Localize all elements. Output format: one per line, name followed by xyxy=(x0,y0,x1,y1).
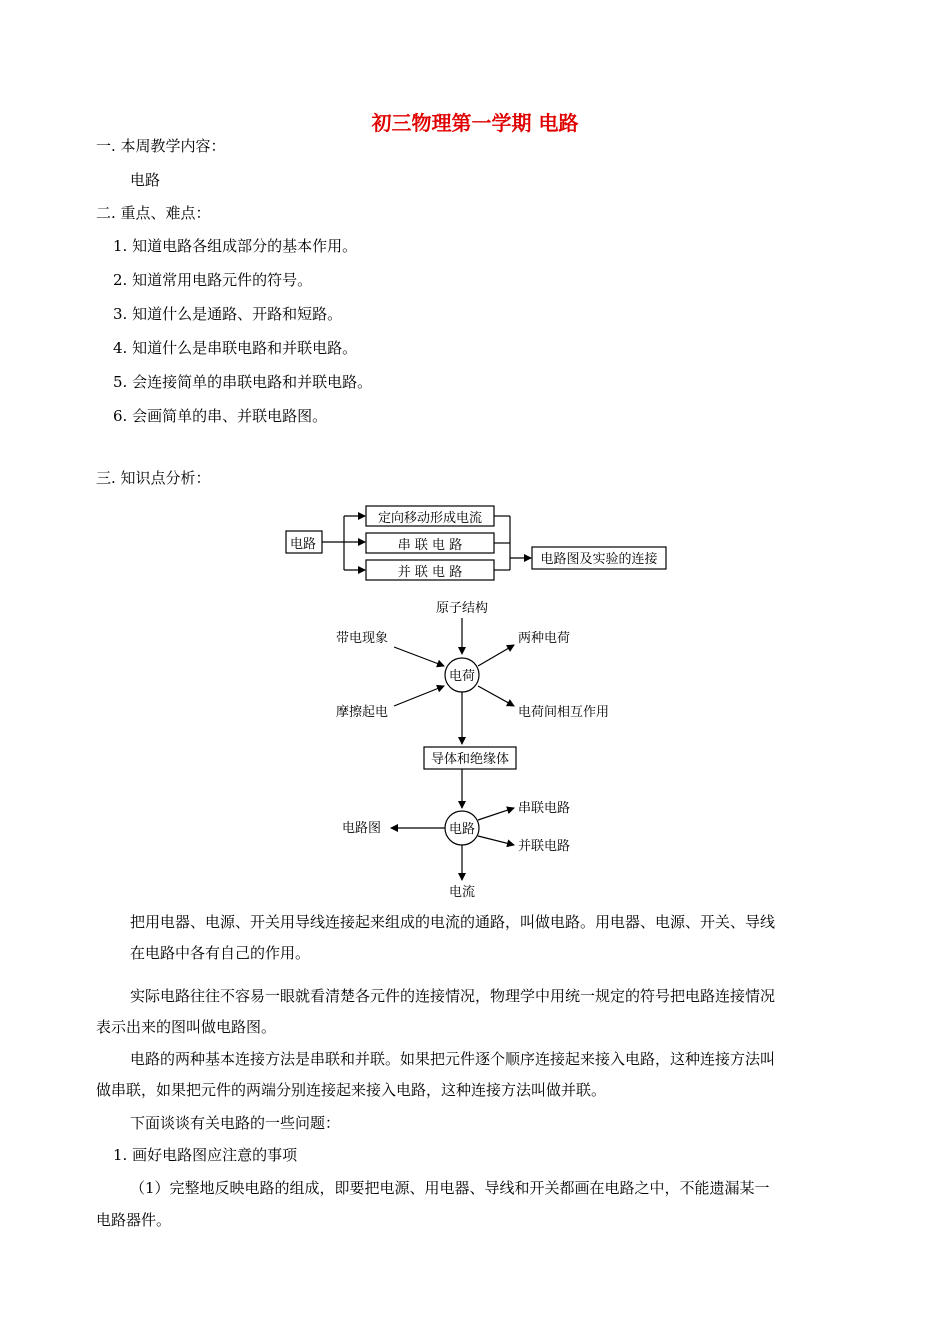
circuit-left-label: 电路图 xyxy=(342,821,382,836)
list-item: 5. 会连接简单的串联电路和并联电路。 xyxy=(113,373,373,391)
paragraph: （1）完整地反映电路的组成，即要把电源、用电器、导线和开关都画在电路之中，不能遗漏某一 xyxy=(130,1179,770,1197)
list-item: 4. 知道什么是串联电路和并联电路。 xyxy=(113,339,358,357)
diagram-branch-label: 定向移动形成电流 xyxy=(377,511,483,526)
circuit-below-label: 电流 xyxy=(448,885,476,900)
circuit-right-bottom-label: 并联电路 xyxy=(518,839,571,854)
section3-heading: 三. 知识点分析： xyxy=(96,469,211,487)
charge-left-top-label: 带电现象 xyxy=(336,631,389,646)
diagram-result-label: 电路图及实验的连接 xyxy=(540,552,658,567)
list-item: 6. 会画简单的串、并联电路图。 xyxy=(113,407,328,425)
circuit-right-top-label: 串联电路 xyxy=(518,801,571,816)
paragraph: 电路的两种基本连接方法是串联和并联。如果把元件逐个顺序连接起来接入电路，这种连接方法叫 xyxy=(130,1050,776,1068)
section1-heading: 一. 本周教学内容： xyxy=(96,137,226,155)
paragraph: 表示出来的图叫做电路图。 xyxy=(96,1018,277,1036)
charge-above-label: 原子结构 xyxy=(435,601,489,616)
diagram-root-label: 电路 xyxy=(290,537,317,552)
paragraph: 下面谈谈有关电路的一些问题： xyxy=(130,1114,341,1132)
list-item: 3. 知道什么是通路、开路和短路。 xyxy=(113,305,343,323)
diagram-branch-label: 并 联 电 路 xyxy=(397,565,463,580)
paragraph: 1. 画好电路图应注意的事项 xyxy=(113,1146,298,1164)
diagram-branch-label: 串 联 电 路 xyxy=(397,538,463,553)
paragraph: 做串联，如果把元件的两端分别连接起来接入电路，这种连接方法叫做并联。 xyxy=(96,1081,607,1099)
paragraph: 把用电器、电源、开关用导线连接起来组成的电流的通路，叫做电路。用电器、电源、开关、导线 xyxy=(130,913,776,931)
section1-content: 电路 xyxy=(130,171,161,189)
list-item: 1. 知道电路各组成部分的基本作用。 xyxy=(113,237,358,255)
charge-right-bottom-label: 电荷间相互作用 xyxy=(518,705,610,720)
circuit-center-label: 电路 xyxy=(448,822,476,837)
charge-center-label: 电荷 xyxy=(448,669,476,684)
paragraph: 实际电路往往不容易一眼就看清楚各元件的连接情况，物理学中用统一规定的符号把电路连接情况 xyxy=(130,987,776,1005)
charge-right-top-label: 两种电荷 xyxy=(518,631,571,646)
knowledge-diagram xyxy=(0,500,950,900)
page-title: 初三物理第一学期 电路 xyxy=(371,111,579,135)
section2-heading: 二. 重点、难点： xyxy=(96,204,211,222)
conductor-label: 导体和绝缘体 xyxy=(430,752,510,767)
paragraph: 在电路中各有自己的作用。 xyxy=(130,944,311,962)
list-item: 2. 知道常用电路元件的符号。 xyxy=(113,271,313,289)
charge-left-bottom-label: 摩擦起电 xyxy=(336,705,389,720)
paragraph: 电路器件。 xyxy=(96,1211,172,1229)
